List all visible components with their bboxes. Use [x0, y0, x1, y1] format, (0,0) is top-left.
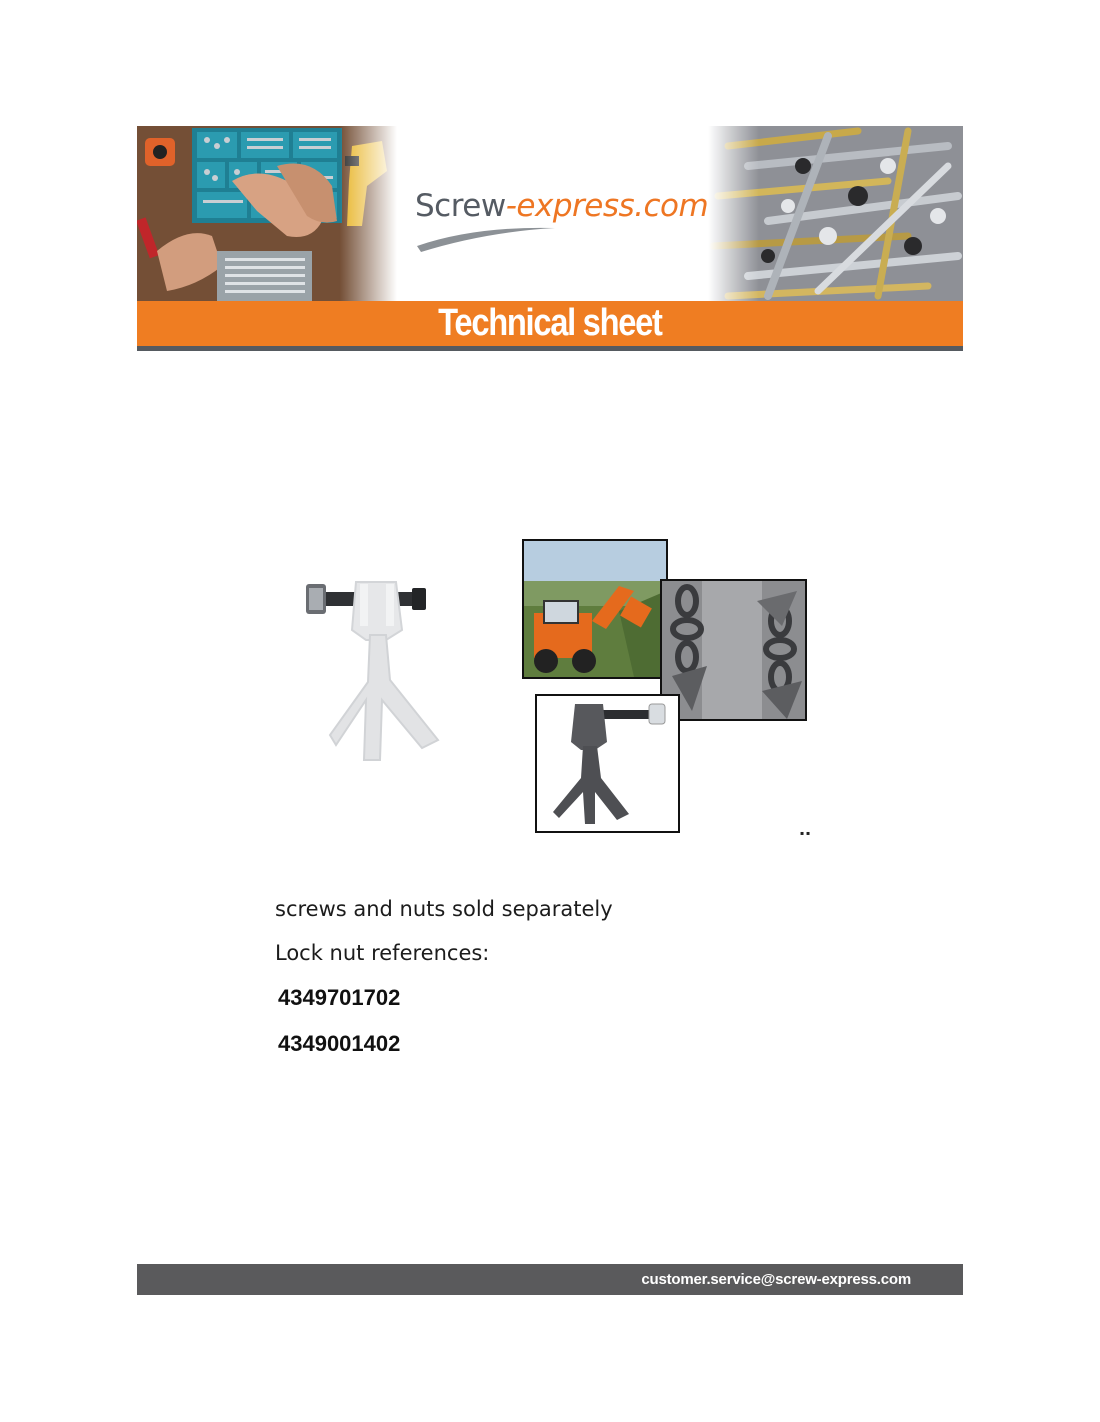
customer-service-email[interactable]: customer.service@screw-express.com — [641, 1271, 911, 1288]
page-title: Technical sheet — [438, 302, 662, 344]
title-bar — [137, 301, 963, 346]
header-banner — [137, 126, 963, 351]
screws-pile-photo — [708, 126, 963, 301]
logo-domain: -express.com — [505, 188, 709, 224]
logo-brand: Screw — [415, 188, 506, 224]
toolbox-photo — [137, 126, 397, 301]
flail-chains-photo — [660, 579, 807, 721]
footer-bar — [137, 1264, 963, 1295]
logo-text — [415, 188, 709, 224]
product-notes — [275, 890, 875, 1070]
lock-nut-reference: 4349701702 — [278, 985, 401, 1010]
banner-photos — [137, 126, 963, 301]
lock-nut-label: Lock nut references: — [275, 941, 490, 965]
y-blade-photo — [535, 694, 680, 833]
sold-separately-note: screws and nuts sold separately — [275, 897, 613, 921]
logo-swoosh-icon — [415, 224, 615, 254]
product-usage-collage — [518, 535, 828, 840]
tractor-photo — [522, 539, 668, 679]
screw-express-logo — [415, 188, 709, 258]
tractor-illustration — [524, 541, 666, 677]
image-artifact: ▪ ▪ — [800, 830, 811, 837]
chains-illustration — [662, 581, 805, 719]
lock-nut-reference: 4349001402 — [278, 1031, 401, 1056]
y-blade-illustration — [537, 696, 678, 831]
header-divider — [137, 346, 963, 351]
flail-blade-product-image — [300, 570, 460, 770]
